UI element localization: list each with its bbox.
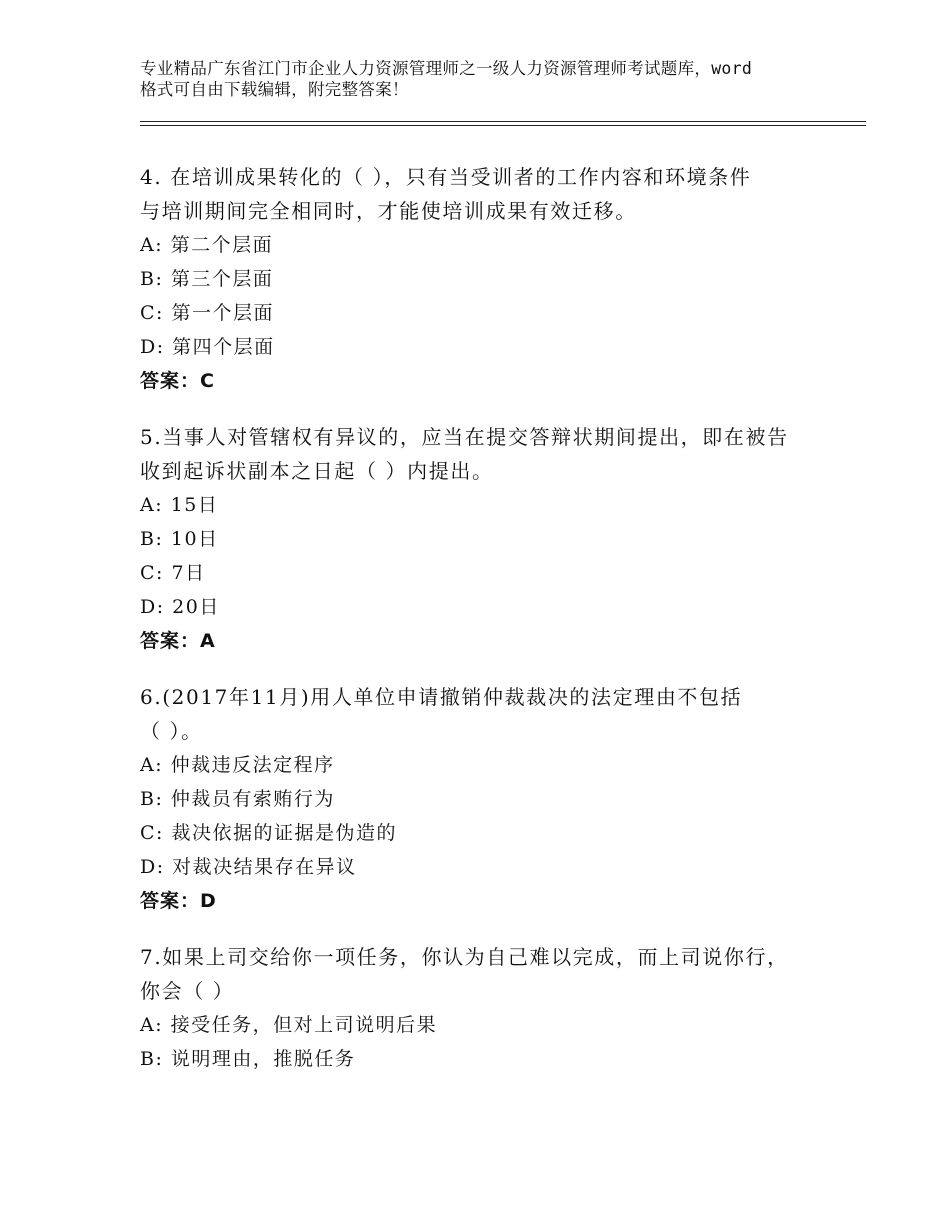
question-6 [140,680,820,918]
option-a: A: 仲裁违反法定程序 [140,754,335,776]
document-header [140,58,840,100]
option-b: B: 仲裁员有索贿行为 [140,788,335,810]
question-text: 5.当事人对管辖权有异议的，应当在提交答辩状期间提出，即在被告 [140,425,789,449]
question-text: 4. 在培训成果转化的（ ），只有当受训者的工作内容和环境条件 [140,165,752,189]
option-a: A: 接受任务，但对上司说明后果 [140,1014,438,1036]
header-rule-bottom [140,125,866,126]
question-text: 与培训期间完全相同时，才能使培训成果有效迁移。 [140,199,637,223]
option-c: C: 裁决依据的证据是伪造的 [140,822,397,844]
question-text: 你会（ ） [140,979,235,1003]
option-c: C: 7日 [140,562,206,584]
option-b: B: 说明理由，推脱任务 [140,1048,356,1070]
option-d: D: 第四个层面 [140,336,275,358]
question-4 [140,160,820,398]
answer: 答案：C [140,370,215,392]
option-b: B: 10日 [140,528,219,550]
option-a: A: 第二个层面 [140,234,274,256]
option-a: A: 15日 [140,494,219,516]
question-text: 收到起诉状副本之日起（ ）内提出。 [140,459,494,483]
option-d: D: 20日 [140,596,220,618]
option-d: D: 对裁决结果存在异议 [140,856,357,878]
question-5 [140,420,820,658]
header-rule-top [140,121,866,122]
question-text: （ ）。 [140,719,203,743]
question-7 [140,940,820,1076]
option-b: B: 第三个层面 [140,268,274,290]
answer: 答案：A [140,630,216,652]
question-list [140,160,820,1098]
question-text: 7.如果上司交给你一项任务，你认为自己难以完成，而上司说你行， [140,945,789,969]
question-text: 6.(2017年11月)用人单位申请撤销仲裁裁决的法定理由不包括 [140,685,743,709]
header-line-2: 格式可自由下载编辑，附完整答案！ [140,80,409,99]
answer: 答案：D [140,890,217,912]
option-c: C: 第一个层面 [140,302,274,324]
header-line-1: 专业精品广东省江门市企业人力资源管理师之一级人力资源管理师考试题库，word [140,59,753,78]
